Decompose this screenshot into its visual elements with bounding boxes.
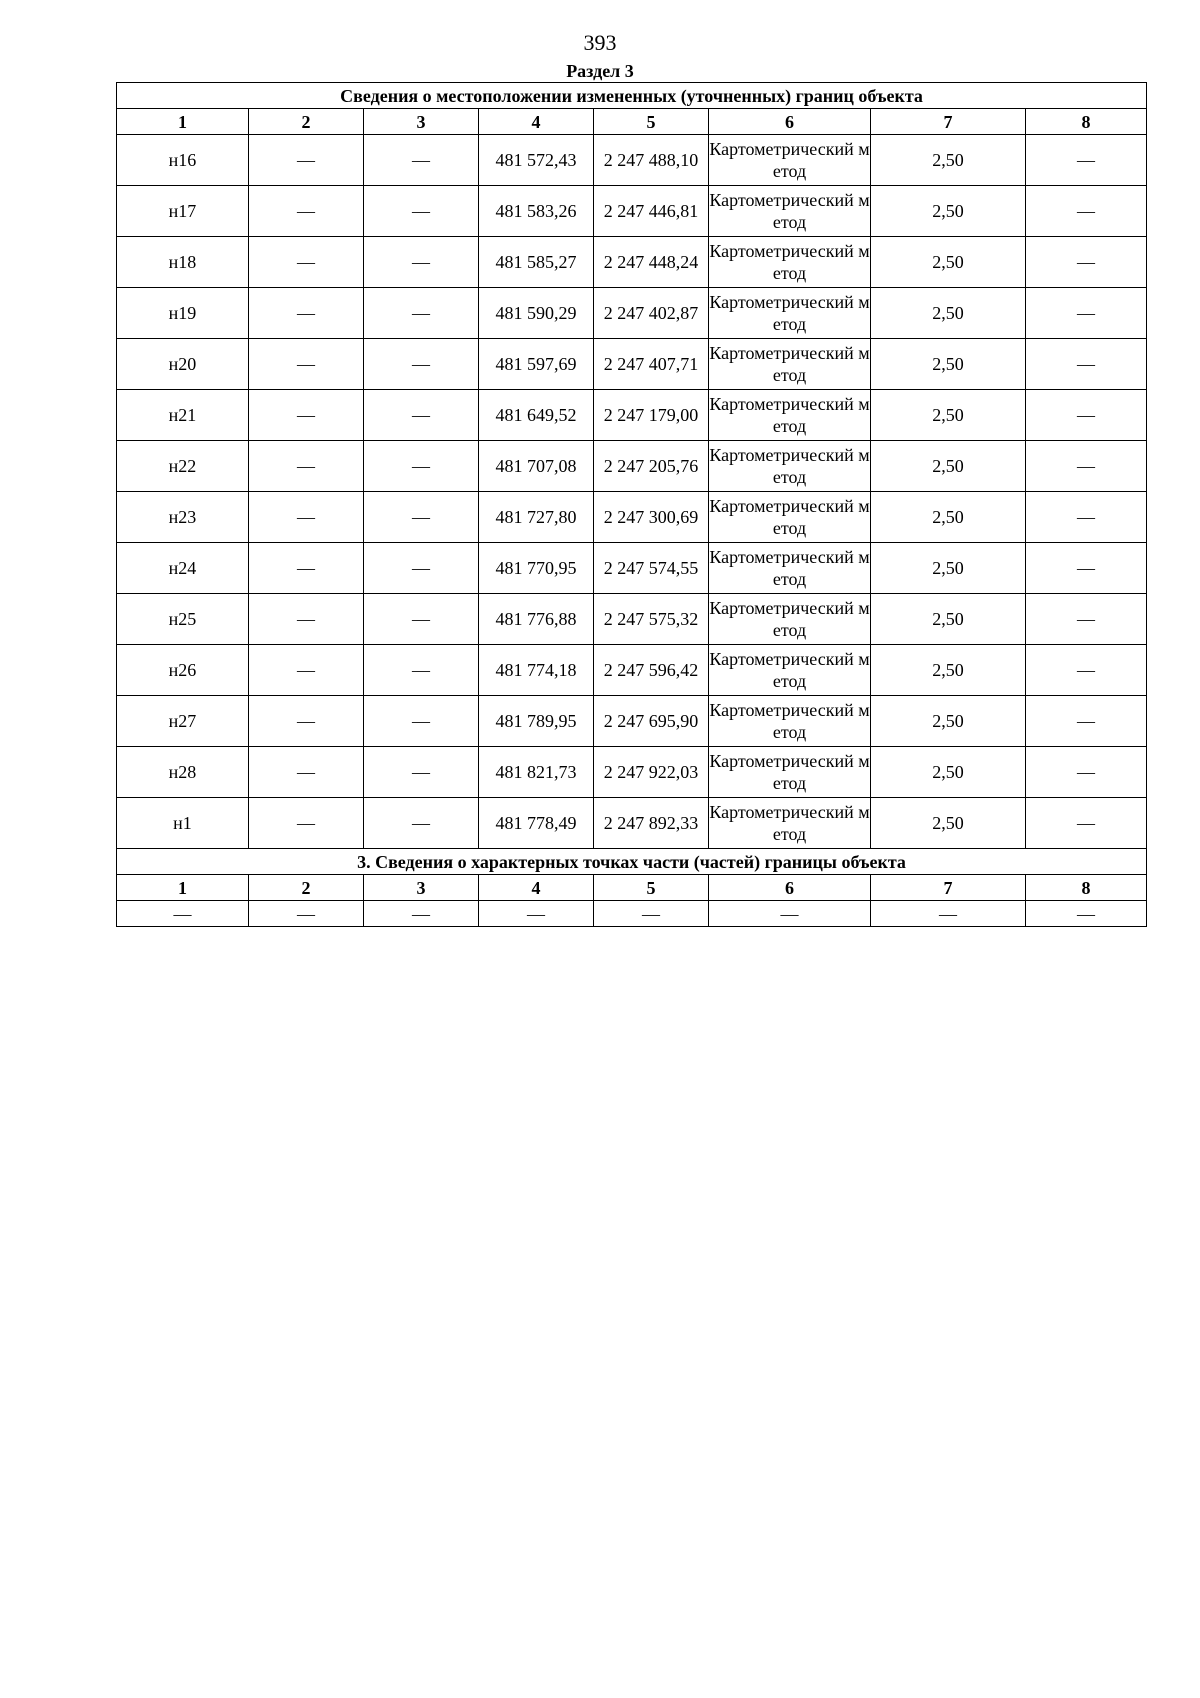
column-number-8: 8 — [1026, 109, 1147, 135]
table-row — [117, 288, 1147, 339]
subsection-cell-col-7: — — [871, 901, 1026, 927]
cell-col-3: — — [364, 288, 479, 339]
subsection-cell-col-8: — — [1026, 901, 1147, 927]
table-row — [117, 135, 1147, 186]
column-number-6: 6 — [709, 109, 871, 135]
cell-col-6: Картометрический метод — [709, 288, 871, 339]
cell-col-2: — — [249, 798, 364, 849]
cell-col-6: Картометрический метод — [709, 594, 871, 645]
cell-col-6: Картометрический метод — [709, 441, 871, 492]
cell-col-6: Картометрический метод — [709, 798, 871, 849]
cell-col-4: 481 789,95 — [479, 696, 594, 747]
cell-col-7: 2,50 — [871, 747, 1026, 798]
cell-col-8: — — [1026, 135, 1147, 186]
cell-col-2: — — [249, 492, 364, 543]
cell-col-5: 2 247 892,33 — [594, 798, 709, 849]
cell-col-3: — — [364, 186, 479, 237]
table-title: Сведения о местоположении измененных (уточненных) границ объекта — [117, 83, 1147, 109]
cell-col-2: — — [249, 186, 364, 237]
cell-col-4: 481 597,69 — [479, 339, 594, 390]
subsection-column-number-3: 3 — [364, 875, 479, 901]
cell-col-4: 481 583,26 — [479, 186, 594, 237]
cell-col-1: н19 — [117, 288, 249, 339]
cell-col-8: — — [1026, 543, 1147, 594]
cell-col-8: — — [1026, 288, 1147, 339]
cell-col-2: — — [249, 696, 364, 747]
cell-col-7: 2,50 — [871, 645, 1026, 696]
cell-col-7: 2,50 — [871, 696, 1026, 747]
cell-col-8: — — [1026, 186, 1147, 237]
cell-col-8: — — [1026, 747, 1147, 798]
subsection-column-number-6: 6 — [709, 875, 871, 901]
cell-col-6: Картометрический метод — [709, 186, 871, 237]
cell-col-5: 2 247 695,90 — [594, 696, 709, 747]
cell-col-1: н16 — [117, 135, 249, 186]
cell-col-5: 2 247 575,32 — [594, 594, 709, 645]
subsection-cell-col-4: — — [479, 901, 594, 927]
table-row — [117, 798, 1147, 849]
cell-col-4: 481 707,08 — [479, 441, 594, 492]
cell-col-3: — — [364, 135, 479, 186]
cell-col-4: 481 778,49 — [479, 798, 594, 849]
cell-col-7: 2,50 — [871, 594, 1026, 645]
cell-col-6: Картометрический метод — [709, 645, 871, 696]
subsection-row — [117, 901, 1147, 927]
cell-col-7: 2,50 — [871, 339, 1026, 390]
cell-col-8: — — [1026, 594, 1147, 645]
subsection-cell-col-1: — — [117, 901, 249, 927]
subsection-column-number-7: 7 — [871, 875, 1026, 901]
cell-col-4: 481 776,88 — [479, 594, 594, 645]
cell-col-4: 481 774,18 — [479, 645, 594, 696]
cell-col-7: 2,50 — [871, 492, 1026, 543]
cell-col-8: — — [1026, 798, 1147, 849]
cell-col-4: 481 821,73 — [479, 747, 594, 798]
cell-col-6: Картометрический метод — [709, 237, 871, 288]
column-number-5: 5 — [594, 109, 709, 135]
subsection-title: 3. Сведения о характерных точках части (частей) границы объекта — [117, 849, 1147, 875]
cell-col-4: 481 572,43 — [479, 135, 594, 186]
cell-col-6: Картометрический метод — [709, 696, 871, 747]
cell-col-5: 2 247 488,10 — [594, 135, 709, 186]
cell-col-2: — — [249, 747, 364, 798]
table-row — [117, 696, 1147, 747]
cell-col-2: — — [249, 135, 364, 186]
cell-col-3: — — [364, 237, 479, 288]
cell-col-1: н22 — [117, 441, 249, 492]
cell-col-1: н27 — [117, 696, 249, 747]
subsection-column-number-1: 1 — [117, 875, 249, 901]
cell-col-5: 2 247 300,69 — [594, 492, 709, 543]
cell-col-1: н21 — [117, 390, 249, 441]
subsection-cell-col-2: — — [249, 901, 364, 927]
cell-col-8: — — [1026, 237, 1147, 288]
cell-col-4: 481 770,95 — [479, 543, 594, 594]
cell-col-4: 481 727,80 — [479, 492, 594, 543]
table-row — [117, 594, 1147, 645]
cell-col-6: Картометрический метод — [709, 135, 871, 186]
subsection-column-numbers-row — [117, 875, 1147, 901]
cell-col-7: 2,50 — [871, 390, 1026, 441]
cell-col-6: Картометрический метод — [709, 747, 871, 798]
cell-col-2: — — [249, 441, 364, 492]
cell-col-4: 481 585,27 — [479, 237, 594, 288]
cell-col-2: — — [249, 237, 364, 288]
cell-col-7: 2,50 — [871, 135, 1026, 186]
cell-col-3: — — [364, 645, 479, 696]
column-number-2: 2 — [249, 109, 364, 135]
page-number: 393 — [583, 30, 617, 55]
table-row — [117, 186, 1147, 237]
cell-col-2: — — [249, 645, 364, 696]
subsection-cell-col-3: — — [364, 901, 479, 927]
cell-col-5: 2 247 205,76 — [594, 441, 709, 492]
cell-col-7: 2,50 — [871, 237, 1026, 288]
table-row — [117, 747, 1147, 798]
cell-col-5: 2 247 448,24 — [594, 237, 709, 288]
subsection-title-row — [117, 849, 1147, 875]
cell-col-6: Картометрический метод — [709, 492, 871, 543]
table-row — [117, 492, 1147, 543]
subsection-cell-col-5: — — [594, 901, 709, 927]
subsection-column-number-2: 2 — [249, 875, 364, 901]
cell-col-4: 481 649,52 — [479, 390, 594, 441]
cell-col-8: — — [1026, 645, 1147, 696]
cell-col-5: 2 247 402,87 — [594, 288, 709, 339]
cell-col-1: н26 — [117, 645, 249, 696]
column-numbers-row — [117, 109, 1147, 135]
cell-col-6: Картометрический метод — [709, 543, 871, 594]
cell-col-8: — — [1026, 696, 1147, 747]
cell-col-3: — — [364, 594, 479, 645]
cell-col-3: — — [364, 543, 479, 594]
subsection-cell-col-6: — — [709, 901, 871, 927]
cell-col-7: 2,50 — [871, 798, 1026, 849]
cell-col-2: — — [249, 390, 364, 441]
cell-col-3: — — [364, 390, 479, 441]
cell-col-3: — — [364, 696, 479, 747]
cell-col-8: — — [1026, 492, 1147, 543]
cell-col-7: 2,50 — [871, 543, 1026, 594]
cell-col-1: н20 — [117, 339, 249, 390]
column-number-7: 7 — [871, 109, 1026, 135]
cell-col-5: 2 247 179,00 — [594, 390, 709, 441]
cell-col-7: 2,50 — [871, 288, 1026, 339]
column-number-3: 3 — [364, 109, 479, 135]
cell-col-7: 2,50 — [871, 441, 1026, 492]
cell-col-5: 2 247 596,42 — [594, 645, 709, 696]
subsection-column-number-8: 8 — [1026, 875, 1147, 901]
cell-col-2: — — [249, 594, 364, 645]
cell-col-3: — — [364, 798, 479, 849]
cell-col-3: — — [364, 492, 479, 543]
cell-col-5: 2 247 407,71 — [594, 339, 709, 390]
table-row — [117, 543, 1147, 594]
cell-col-6: Картометрический метод — [709, 390, 871, 441]
cell-col-3: — — [364, 747, 479, 798]
table-title-row — [117, 83, 1147, 109]
table-row — [117, 441, 1147, 492]
cell-col-7: 2,50 — [871, 186, 1026, 237]
cell-col-5: 2 247 574,55 — [594, 543, 709, 594]
column-number-4: 4 — [479, 109, 594, 135]
cell-col-8: — — [1026, 441, 1147, 492]
table-row — [117, 645, 1147, 696]
cell-col-1: н23 — [117, 492, 249, 543]
boundary-table — [116, 82, 1147, 927]
cell-col-2: — — [249, 339, 364, 390]
table-row — [117, 237, 1147, 288]
table-row — [117, 390, 1147, 441]
subsection-column-number-5: 5 — [594, 875, 709, 901]
subsection-column-number-4: 4 — [479, 875, 594, 901]
section-title: Раздел 3 — [566, 61, 634, 81]
cell-col-1: н24 — [117, 543, 249, 594]
cell-col-5: 2 247 922,03 — [594, 747, 709, 798]
table-row — [117, 339, 1147, 390]
cell-col-8: — — [1026, 339, 1147, 390]
column-number-1: 1 — [117, 109, 249, 135]
cell-col-8: — — [1026, 390, 1147, 441]
cell-col-1: н17 — [117, 186, 249, 237]
cell-col-6: Картометрический метод — [709, 339, 871, 390]
cell-col-1: н18 — [117, 237, 249, 288]
cell-col-1: н25 — [117, 594, 249, 645]
cell-col-2: — — [249, 543, 364, 594]
cell-col-3: — — [364, 339, 479, 390]
cell-col-4: 481 590,29 — [479, 288, 594, 339]
cell-col-3: — — [364, 441, 479, 492]
cell-col-1: н28 — [117, 747, 249, 798]
cell-col-5: 2 247 446,81 — [594, 186, 709, 237]
cell-col-1: н1 — [117, 798, 249, 849]
cell-col-2: — — [249, 288, 364, 339]
